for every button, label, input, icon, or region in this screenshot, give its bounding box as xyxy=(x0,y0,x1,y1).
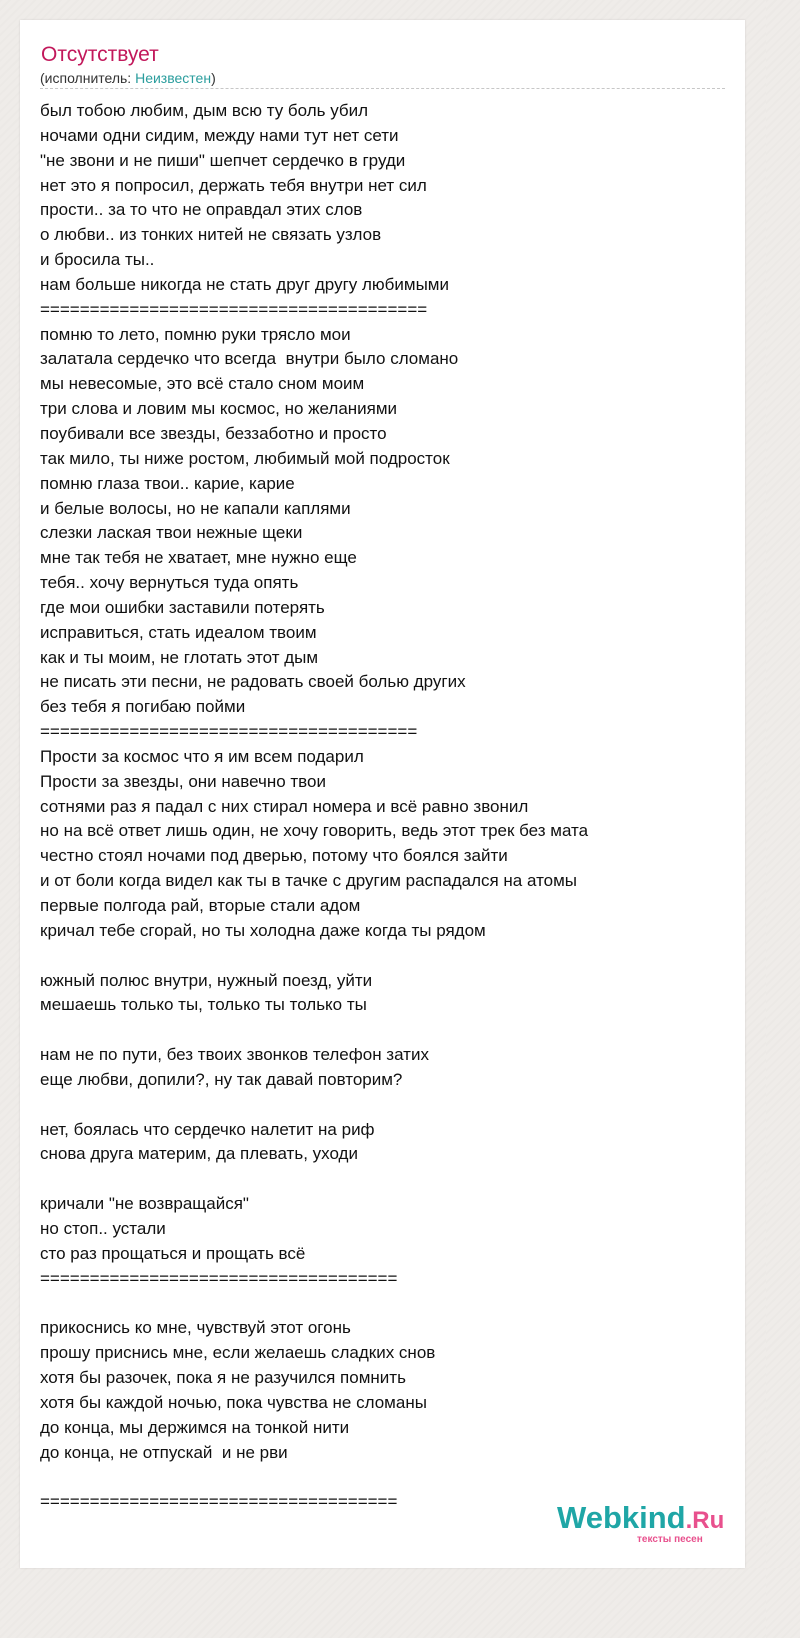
lyric-line: Прости за космос что я им всем подарил xyxy=(40,746,364,766)
lyric-line: нет, боялась что сердечко налетит на риф xyxy=(40,1119,375,1139)
song-title: Отсутствует xyxy=(41,43,159,66)
artist-line xyxy=(40,69,216,87)
lyric-line: так мило, ты ниже ростом, любимый мой подросток xyxy=(40,448,450,468)
lyric-line: "не звони и не пиши" шепчет сердечко в груди xyxy=(40,150,406,170)
lyric-line xyxy=(40,1167,730,1192)
artist-prefix: (исполнитель: xyxy=(40,70,136,86)
lyric-line: слезки лаская твои нежные щеки xyxy=(40,523,303,543)
lyric-line: не писать эти песни, не радовать своей болью других xyxy=(40,672,466,692)
lyric-line: мне так тебя не хватает, мне нужно еще xyxy=(40,548,357,568)
lyric-line: без тебя я погибаю пойми xyxy=(40,697,246,717)
lyric-line: тебя.. хочу вернуться туда опять xyxy=(40,573,299,593)
lyric-line: ==================================== xyxy=(40,1268,398,1288)
lyric-line: сотнями раз я падал с них стирал номера и всё равно звонил xyxy=(40,796,529,816)
lyric-line xyxy=(40,1465,730,1490)
lyric-line: нам не по пути, без твоих звонков телефон затих xyxy=(40,1045,429,1065)
lyric-line: снова друга материм, да плевать, уходи xyxy=(40,1144,358,1164)
lyric-line: кричал тебе сгорай, но ты холодна даже когда ты рядом xyxy=(40,920,486,940)
lyrics-card xyxy=(20,20,745,1568)
lyric-line: до конца, не отпускай и не рви xyxy=(40,1442,288,1462)
lyric-line: хотя бы каждой ночью, пока чувства не сломаны xyxy=(40,1392,427,1412)
logo-tagline: тексты песен xyxy=(637,1534,703,1545)
lyric-line: первые полгода рай, вторые стали адом xyxy=(40,896,361,915)
title-divider xyxy=(40,88,725,89)
lyric-line: еще любви, допили?, ну так давай повторим? xyxy=(40,1069,403,1089)
lyric-line xyxy=(40,1018,730,1043)
lyric-line: ==================================== xyxy=(40,1492,398,1512)
lyric-line: нет это я попросил, держать тебя внутри нет сил xyxy=(40,175,427,195)
lyric-line: где мои ошибки заставили потерять xyxy=(40,597,325,617)
lyric-line: прошу приснись мне, если желаешь сладких снов xyxy=(40,1343,436,1363)
lyric-line: хотя бы разочек, пока я не разучился помнить xyxy=(40,1368,406,1388)
lyric-line: три слова и ловим мы космос, но желаниями xyxy=(40,399,398,419)
lyric-line: прикоснись ко мне, чувствуй этот огонь xyxy=(40,1318,351,1338)
lyric-line xyxy=(40,1292,730,1317)
lyric-line: Прости за звезды, они навечно твои xyxy=(40,771,326,791)
lyric-line: кричали "не возвращайся" xyxy=(40,1194,249,1214)
lyric-line: ======================================= xyxy=(40,299,428,319)
lyric-line: мешаешь только ты, только ты только ты xyxy=(40,995,367,1015)
lyric-line: но стоп.. устали xyxy=(40,1218,166,1238)
lyric-line: и бросила ты.. xyxy=(40,250,155,270)
lyric-line: о любви.. из тонких нитей не связать узлов xyxy=(40,225,382,245)
lyric-line: был тобою любим, дым всю ту боль убил xyxy=(40,101,369,120)
lyric-line: ночами одни сидим, между нами тут нет сети xyxy=(40,125,399,145)
artist-suffix: ) xyxy=(211,70,216,86)
lyric-line: помню глаза твои.. карие, карие xyxy=(40,473,295,493)
lyric-line: но на всё ответ лишь один, не хочу говорить, ведь этот трек без мата xyxy=(40,821,589,841)
lyric-line: как и ты моим, не глотать этот дым xyxy=(40,647,319,667)
artist-link[interactable]: Неизвестен xyxy=(135,70,212,86)
lyric-line: помню то лето, помню руки трясло мои xyxy=(40,324,351,344)
lyric-line: южный полюс внутри, нужный поезд, уйти xyxy=(40,970,373,990)
lyric-line: и белые волосы, но не капали каплями xyxy=(40,498,351,518)
lyric-line: и от боли когда видел как ты в тачке с другим распадался на атомы xyxy=(40,871,578,891)
lyric-line xyxy=(40,944,730,969)
lyrics-text xyxy=(40,99,730,1515)
lyric-line: честно стоял ночами под дверью, потому что боялся зайти xyxy=(40,846,508,866)
lyric-line: до конца, мы держимся на тонкой нити xyxy=(40,1417,350,1437)
lyric-line: сто раз прощаться и прощать всё xyxy=(40,1243,306,1263)
logo-tld: .Ru xyxy=(685,1507,725,1534)
lyric-line: мы невесомые, это всё стало сном моим xyxy=(40,374,365,394)
lyric-line: прости.. за то что не оправдал этих слов xyxy=(40,200,363,220)
lyric-line xyxy=(40,1093,730,1118)
lyric-line: нам больше никогда не стать друг другу любимыми xyxy=(40,274,449,294)
webkind-logo[interactable] xyxy=(557,1500,757,1560)
lyric-line: поубивали все звезды, беззаботно и просто xyxy=(40,423,387,443)
lyric-line: исправиться, стать идеалом твоим xyxy=(40,622,317,642)
lyric-line: залатала сердечко что всегда внутри было сломано xyxy=(40,349,459,369)
logo-word: Webkind xyxy=(557,1500,686,1535)
lyric-line: ====================================== xyxy=(40,722,418,742)
